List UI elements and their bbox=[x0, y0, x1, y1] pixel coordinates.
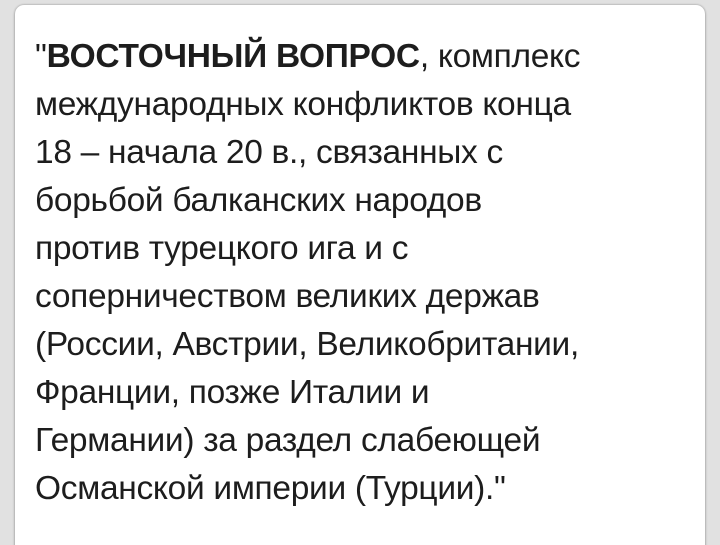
term: ВОСТОЧНЫЙ ВОПРОС bbox=[46, 38, 420, 75]
text-line: борьбой балканских народов bbox=[35, 182, 482, 219]
text-line: против турецкого ига и с bbox=[35, 230, 409, 267]
text-line: Германии) за раздел слабеющей bbox=[35, 422, 541, 459]
text-line: международных конфликтов конца bbox=[35, 86, 571, 123]
open-quote: " bbox=[35, 38, 47, 75]
text-line: 18 – начала 20 в., связанных с bbox=[35, 134, 503, 171]
text-line bbox=[35, 33, 687, 81]
definition-text bbox=[15, 5, 705, 513]
text-line: (России, Австрии, Великобритании, bbox=[35, 326, 579, 363]
term-suffix: , комплекс bbox=[419, 38, 581, 75]
text-line: Османской империи (Турции)." bbox=[35, 470, 506, 507]
text-line: соперничеством великих держав bbox=[35, 278, 540, 315]
flashcard[interactable] bbox=[15, 5, 705, 545]
text-line: Франции, позже Италии и bbox=[35, 374, 430, 411]
